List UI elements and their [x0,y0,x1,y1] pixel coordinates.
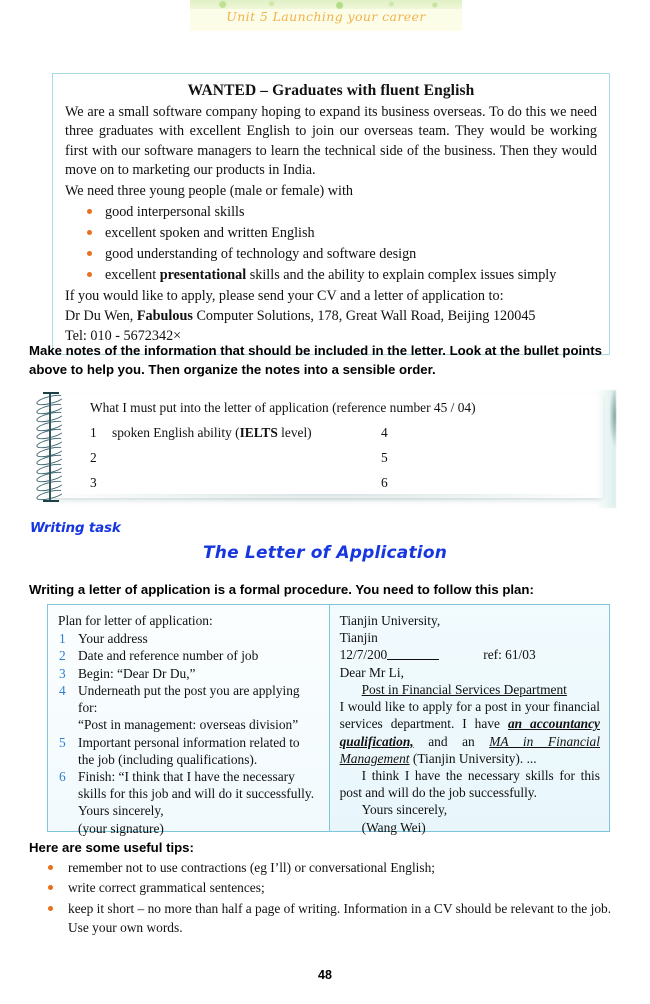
advert-paragraph-2: We need three young people (male or female) with [65,182,354,199]
letter-sender-line-1: Tianjin University, [339,613,441,628]
banner-texture [190,0,462,9]
note-number-right: 6 [381,475,388,490]
advert-paragraph-1: We are a small software company hoping to expand its business overseas. To do this we need three graduates with excellent English to join our overseas team. They would be working first with our software managers to learn the technical side of the business. Then they would move on to marketing our products in India. [65,104,597,179]
list-item: excellent presentational skills and the ability to explain complex issues simply [87,265,597,286]
emphasis: IELTS [239,425,278,440]
emphasis: Fabulous [136,307,193,324]
letter-date-ref-row [340,646,600,663]
plan-item-number: 5 [59,734,66,750]
spiral-rings-icon [36,396,66,500]
letter-text: and an [413,733,490,749]
letter-date: 12/7/200 [339,647,388,663]
letter-plan-box [47,604,610,836]
letter-body-paragraph-1 [340,698,600,767]
plan-item-text: Important personal information related to [78,734,300,750]
plan-item-number: 3 [59,665,66,681]
advert-tel-line: Tel: 010 - 5672342× [65,327,182,344]
plan-item-text: Date and reference number of job [78,648,259,664]
plan-signature: (your signature) [78,820,164,836]
letter-ref: ref: 61/03 [483,647,536,663]
plan-item-number: 1 [59,631,66,647]
list-item [58,734,320,751]
advert-address-line: Dr Du Wen, Fabulous Computer Solutions, 178, Great Wall Road, Beijing 120045 [65,307,536,324]
list-item [58,665,320,682]
table-row [90,450,590,475]
advert-title: WANTED – Graduates with fluent English [187,82,475,99]
list-item: write correct grammatical sentences; [46,878,624,897]
note-number-right: 5 [381,450,388,465]
plan-column-left [48,605,330,836]
plan-item-continuation: skills for this job and will do it successfully. [78,786,315,802]
unit-title: Unit 5 Launching your career [226,9,426,24]
table-row [90,475,590,500]
plan-item-number: 6 [59,768,66,784]
section-label-writing-task: Writing task [30,520,121,536]
plan-item-text: Begin: “Dear Dr Du,” [78,665,196,681]
note-text-left: spoken English ability (IELTS level) [112,425,312,440]
emphasis: an accountancy qualification, [339,716,600,749]
instruction-useful-tips: Here are some useful tips: [29,840,194,855]
letter-body-paragraph-2: I think I have the necessary skills for this post and will do the job successfully. [339,767,600,801]
advert-requirements-list [65,202,597,286]
list-item: keep it short – no more than half a page of writing. Information in a CV should be relevant to the job. Use your own words. [46,899,624,938]
instruction-make-notes: Make notes of the information that should be included in the letter. Look at the bullet points above to help you. Then organize the notes into a sensible order. [29,343,602,378]
instruction-follow-plan: Writing a letter of application is a formal procedure. You need to follow this plan: [29,582,534,597]
letter-salutation: Dear Mr Li, [339,664,404,680]
unit-header-banner [190,0,462,31]
plan-item-text: Your address [78,631,148,647]
list-item: excellent spoken and written English [87,223,597,244]
notepad-heading: What I must put into the letter of application (reference number 45 / 04) [90,400,476,415]
plan-heading: Plan for letter of application: [58,613,213,628]
table-row [90,425,590,450]
note-number-left: 1 [90,425,97,440]
advert-apply-line: If you would like to apply, please send your CV and a letter of application to: [65,287,504,304]
list-item: good understanding of technology and software design [87,244,597,265]
plan-item-number: 2 [59,648,66,664]
notepad-graphic [30,392,615,504]
letter-closing: Yours sincerely, [361,802,448,818]
list-item [58,630,320,647]
letter-text: (Tianjin University). ... [409,750,537,766]
list-item [58,682,320,716]
plan-item-text: Underneath put the post you are applying for: [78,682,300,716]
notepad-content [90,400,590,500]
notepad-spine-cap-bottom [43,500,59,502]
page-number: 48 [318,968,332,982]
list-item [58,647,320,664]
plan-item-continuation: “Post in management: overseas division” [78,717,299,733]
job-advert-box [52,73,610,355]
emphasis: presentational [159,266,247,283]
emphasis: MA in Financial Management [339,733,600,766]
letter-subject: Post in Financial Services Department [361,681,567,697]
page-title: The Letter of Application [202,543,448,563]
plan-item-text: Finish: “I think that I have the necessary [78,768,295,784]
plan-column-right [330,605,609,835]
note-number-left: 2 [90,450,97,465]
note-number-left: 3 [90,475,97,490]
tips-list [46,858,624,939]
plan-closing: Yours sincerely, [78,803,164,819]
list-item [58,768,320,785]
list-item: good interpersonal skills [87,202,597,223]
plan-item-number: 4 [59,682,66,698]
date-blank-underline [387,647,439,660]
page-curl-shadow [596,390,616,508]
letter-text: I would like to apply for a post in your financial services department. I have [339,699,600,732]
list-item: remember not to use contractions (eg I’ll) or conversational English; [46,858,624,877]
note-number-right: 4 [381,425,388,440]
letter-sender-line-2: Tianjin [339,630,378,646]
plan-item-continuation: the job (including qualifications). [78,751,258,767]
letter-signature: (Wang Wei) [361,819,426,835]
